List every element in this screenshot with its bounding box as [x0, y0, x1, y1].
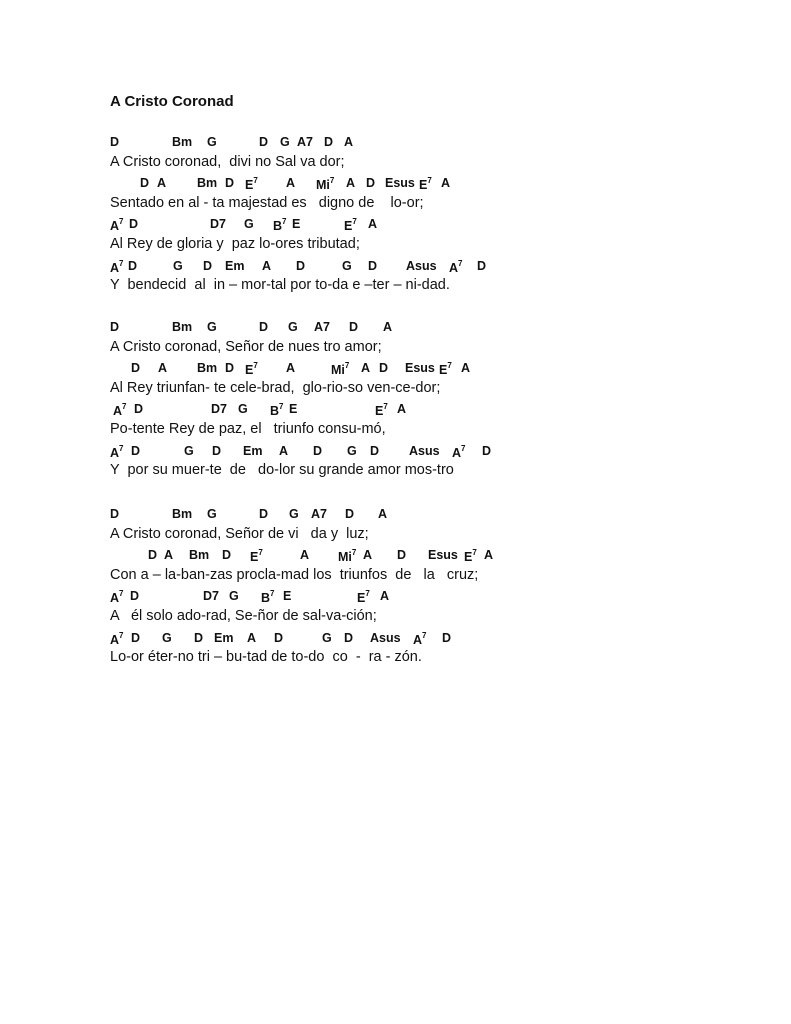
chord-symbol: [442, 631, 451, 645]
chord-symbol: [110, 217, 123, 233]
chord-symbol: [344, 631, 353, 645]
chord-root: D: [345, 507, 355, 521]
chord-symbol: [238, 402, 248, 416]
chord-symbol: [203, 259, 212, 273]
chord-line: [0, 589, 791, 607]
chord-symbol: [194, 631, 203, 645]
chord-symbol: [347, 444, 357, 458]
chord-symbol: [229, 589, 239, 603]
chord-root: Asus: [406, 258, 437, 273]
chord-extension: 7: [447, 361, 452, 371]
chord-root: A: [461, 361, 471, 376]
chord-symbol: [134, 402, 143, 416]
chord-symbol: [464, 548, 477, 564]
chord-root: D7: [210, 217, 226, 232]
chord-symbol: [250, 548, 263, 564]
chord-root: D: [324, 135, 334, 149]
chord-symbol: [324, 135, 333, 149]
chord-symbol: [397, 548, 406, 562]
chord-root: D: [296, 258, 306, 273]
chord-root: G: [162, 630, 172, 645]
chord-root: D: [366, 176, 376, 191]
chord-root: A: [279, 443, 289, 458]
chord-root: D: [477, 258, 487, 273]
chord-symbol: [419, 176, 432, 192]
chord-symbol: [288, 320, 298, 334]
chord-root: D: [313, 443, 323, 458]
chord-symbol: [311, 507, 327, 521]
chord-root: A: [158, 361, 168, 376]
chord-extension: 7: [351, 548, 357, 558]
chord-symbol: [128, 259, 137, 273]
chord-symbol: [207, 507, 217, 521]
chord-symbol: [363, 548, 372, 562]
chord-symbol: [110, 259, 123, 275]
chord-line: [0, 217, 791, 235]
chord-root: E: [289, 402, 298, 417]
chord-root: A: [346, 176, 356, 191]
chord-root: D: [129, 217, 139, 232]
chord-root: G: [244, 217, 254, 232]
chord-root: D: [370, 443, 380, 458]
chord-root: Em: [214, 630, 234, 645]
chord-root: D: [274, 630, 284, 645]
chord-root: Esus: [385, 176, 415, 191]
chord-symbol: [222, 548, 231, 562]
chord-root: A: [157, 176, 167, 191]
chord-symbol: [349, 320, 358, 334]
chord-symbol: [140, 176, 149, 190]
chord-root: D: [259, 135, 269, 149]
chord-symbol: [383, 320, 392, 334]
chord-symbol: [338, 548, 356, 564]
chord-symbol: [370, 631, 401, 645]
chord-root: G: [289, 507, 299, 521]
chord-symbol: [273, 217, 286, 233]
chord-line: [0, 631, 791, 649]
chord-symbol: [259, 320, 268, 334]
chord-root: B: [261, 591, 271, 606]
chord-symbol: [247, 631, 256, 645]
chord-symbol: [131, 444, 140, 458]
chord-root: D: [225, 176, 235, 191]
chord-root: B: [273, 219, 283, 234]
chord-symbol: [300, 548, 309, 562]
chord-root: Bm: [172, 135, 193, 149]
chord-line: [0, 361, 791, 379]
chord-symbol: [207, 135, 217, 149]
chord-symbol: [375, 402, 388, 418]
chord-root: A: [110, 219, 120, 234]
chord-root: D: [128, 258, 138, 273]
chord-extension: 7: [253, 361, 258, 371]
chord-symbol: [368, 259, 377, 273]
chord-extension: 7: [119, 258, 124, 268]
chord-symbol: [162, 631, 172, 645]
chord-symbol: [314, 320, 330, 334]
chord-root: D: [222, 548, 232, 563]
chord-root: D: [130, 589, 140, 604]
chord-root: D: [110, 320, 120, 334]
chord-symbol: [130, 589, 139, 603]
chord-symbol: [289, 507, 299, 521]
chord-extension: 7: [282, 217, 287, 227]
chord-line: [0, 507, 791, 525]
chord-extension: 7: [119, 443, 124, 453]
chord-line: [0, 320, 791, 338]
chord-root: A: [110, 260, 120, 275]
chord-symbol: [406, 259, 437, 273]
chord-symbol: [346, 176, 355, 190]
chord-symbol: [316, 176, 334, 192]
chord-root: E: [245, 178, 254, 193]
lyric-line: Al Rey de gloria y paz lo-ores tributad;: [110, 236, 360, 252]
chord-symbol: [449, 259, 462, 275]
chord-symbol: [131, 361, 140, 375]
chord-root: E: [245, 363, 254, 378]
lyric-line: Sentado en al - ta majestad es digno de lo-or;: [110, 194, 424, 211]
chord-root: A: [449, 260, 459, 275]
chord-root: G: [288, 320, 298, 334]
chord-root: D: [442, 630, 452, 645]
chord-root: G: [342, 258, 352, 273]
chord-root: G: [280, 135, 290, 149]
chord-extension: 7: [258, 548, 263, 558]
chord-symbol: [361, 361, 370, 375]
chord-line: [0, 259, 791, 277]
chord-symbol: [452, 444, 465, 460]
chord-root: A: [397, 402, 407, 417]
chord-root: A: [484, 548, 494, 563]
chord-root: A: [300, 548, 310, 563]
chord-root: D: [110, 135, 120, 149]
chord-extension: 7: [119, 630, 124, 640]
chord-symbol: [366, 176, 375, 190]
chord-root: G: [347, 443, 357, 458]
chord-symbol: [164, 548, 173, 562]
chord-symbol: [345, 507, 354, 521]
chord-symbol: [197, 361, 217, 375]
chord-symbol: [409, 444, 440, 458]
chord-symbol: [129, 217, 138, 231]
chord-root: G: [207, 507, 217, 521]
chord-symbol: [441, 176, 450, 190]
chord-symbol: [189, 548, 209, 562]
chord-root: D: [110, 507, 120, 521]
chord-root: E: [439, 363, 448, 378]
lyric-line: A Cristo coronad, Señor de vi da y luz;: [110, 525, 369, 542]
chord-root: A: [368, 217, 378, 232]
chord-root: D: [225, 361, 235, 376]
chord-symbol: [477, 259, 486, 273]
chord-root: E: [292, 217, 301, 232]
chord-symbol: [110, 507, 119, 521]
chord-symbol: [261, 589, 274, 605]
chord-root: Bm: [197, 361, 218, 376]
chord-symbol: [184, 444, 194, 458]
chord-root: Bm: [172, 320, 193, 334]
chord-extension: 7: [365, 589, 370, 599]
chord-symbol: [439, 361, 452, 377]
chord-root: D: [259, 507, 269, 521]
chord-root: A: [110, 632, 120, 647]
chord-root: A: [110, 445, 120, 460]
chord-root: Esus: [405, 361, 435, 376]
chord-root: A: [383, 320, 393, 334]
chord-root: D: [344, 630, 354, 645]
chord-root: A: [286, 176, 296, 191]
chord-extension: 7: [270, 589, 275, 599]
chord-root: D: [194, 630, 204, 645]
chord-root: A7: [297, 135, 313, 149]
chord-symbol: [482, 444, 491, 458]
chord-symbol: [280, 135, 290, 149]
chord-root: E: [375, 404, 384, 419]
chord-root: A: [441, 176, 451, 191]
chord-extension: 7: [119, 589, 124, 599]
chord-extension: 7: [253, 176, 258, 186]
chord-root: G: [207, 320, 217, 334]
chord-symbol: [428, 548, 458, 562]
chord-symbol: [313, 444, 322, 458]
chord-extension: 7: [422, 630, 427, 640]
chord-symbol: [210, 217, 226, 231]
chord-root: A: [286, 361, 296, 376]
chord-symbol: [289, 402, 297, 416]
chord-extension: 7: [279, 402, 284, 412]
chord-symbol: [207, 320, 217, 334]
chord-root: G: [207, 135, 217, 149]
chord-symbol: [413, 631, 426, 647]
chord-symbol: [245, 361, 258, 377]
chord-root: G: [229, 589, 239, 604]
chord-symbol: [203, 589, 219, 603]
chord-root: D: [482, 443, 492, 458]
chord-symbol: [214, 631, 233, 645]
chord-symbol: [380, 589, 389, 603]
chord-symbol: [370, 444, 379, 458]
chord-root: A: [361, 361, 371, 376]
chord-symbol: [158, 361, 167, 375]
chord-extension: 7: [472, 548, 477, 558]
chord-symbol: [270, 402, 283, 418]
lyric-line: Al Rey triunfan- te cele-brad, glo-rio-so ven-ce-dor;: [110, 379, 441, 396]
chord-root: Em: [225, 258, 245, 273]
chord-root: A: [380, 589, 390, 604]
chord-symbol: [110, 631, 123, 647]
chord-symbol: [461, 361, 470, 375]
chord-symbol: [484, 548, 493, 562]
chord-extension: 7: [383, 402, 388, 412]
chord-root: D: [140, 176, 150, 191]
chord-symbol: [296, 259, 305, 273]
lyric-line: A Cristo coronad, Señor de nues tro amor;: [110, 338, 382, 355]
chord-symbol: [286, 361, 295, 375]
chord-root: D: [349, 320, 359, 334]
chord-symbol: [262, 259, 271, 273]
chord-symbol: [197, 176, 217, 190]
chord-symbol: [172, 135, 192, 149]
chord-symbol: [368, 217, 377, 231]
chord-symbol: [274, 631, 283, 645]
chord-root: G: [173, 258, 183, 273]
lyric-line: Lo-or éter-no tri – bu-tad de to-do co - ra - zón.: [110, 649, 422, 666]
chord-symbol: [113, 402, 126, 418]
chord-extension: 7: [122, 402, 127, 412]
chord-root: Mi: [316, 178, 330, 193]
chord-root: E: [464, 550, 473, 565]
chord-extension: 7: [344, 361, 350, 371]
chord-symbol: [344, 217, 357, 233]
chord-symbol: [173, 259, 183, 273]
lyric-line: Y bendecid al in – mor-tal por to-da e –ter – ni-dad.: [110, 277, 450, 294]
chord-root: A7: [311, 507, 327, 521]
chord-root: D7: [211, 402, 227, 417]
chord-root: E: [419, 178, 428, 193]
chord-root: B: [270, 404, 280, 419]
lyric-line: A él solo ado-rad, Se-ñor de sal-va-ción;: [110, 608, 377, 624]
chord-symbol: [225, 176, 234, 190]
chord-root: Esus: [428, 548, 458, 563]
chord-line: [0, 135, 791, 153]
chord-root: Asus: [370, 630, 401, 645]
chord-symbol: [172, 320, 192, 334]
chord-symbol: [283, 589, 291, 603]
chord-root: Asus: [409, 443, 440, 458]
chord-root: D: [397, 548, 407, 563]
chord-root: Bm: [189, 548, 210, 563]
chord-root: D7: [203, 589, 219, 604]
chord-root: D: [131, 630, 141, 645]
chord-root: D: [379, 361, 389, 376]
chord-line: [0, 176, 791, 194]
chord-extension: 7: [352, 217, 357, 227]
chord-root: Em: [243, 443, 263, 458]
chord-root: A: [247, 630, 257, 645]
chord-root: D: [203, 258, 213, 273]
chord-symbol: [225, 361, 234, 375]
chord-symbol: [344, 135, 353, 149]
chord-extension: 7: [461, 443, 466, 453]
chord-root: G: [238, 402, 248, 417]
chord-symbol: [259, 135, 268, 149]
chord-root: D: [212, 443, 222, 458]
chord-symbol: [322, 631, 332, 645]
chord-symbol: [110, 320, 119, 334]
chord-symbol: [259, 507, 268, 521]
chord-symbol: [397, 402, 406, 416]
chord-root: A: [262, 258, 272, 273]
chord-root: A: [113, 404, 123, 419]
chord-root: A7: [314, 320, 330, 334]
chord-symbol: [244, 217, 254, 231]
chord-symbol: [297, 135, 313, 149]
chord-root: D: [131, 443, 141, 458]
chord-root: A: [413, 632, 423, 647]
chord-root: A: [363, 548, 373, 563]
chord-symbol: [211, 402, 227, 416]
chord-symbol: [148, 548, 157, 562]
chord-symbol: [172, 507, 192, 521]
chord-symbol: [342, 259, 352, 273]
chord-symbol: [405, 361, 435, 375]
chord-symbol: [378, 507, 387, 521]
song-title: A Cristo Coronad: [110, 93, 234, 110]
chord-root: D: [134, 402, 144, 417]
chord-root: A: [344, 135, 354, 149]
chord-extension: 7: [458, 258, 463, 268]
chord-root: Bm: [197, 176, 218, 191]
chord-symbol: [212, 444, 221, 458]
chord-root: D: [131, 361, 141, 376]
chord-root: A: [110, 591, 120, 606]
chord-symbol: [292, 217, 300, 231]
chord-symbol: [279, 444, 288, 458]
chord-symbol: [157, 176, 166, 190]
chord-root: Bm: [172, 507, 193, 521]
chord-line: [0, 548, 791, 566]
chord-extension: 7: [329, 176, 335, 186]
chord-root: G: [184, 443, 194, 458]
lyric-line: A Cristo coronad, divi no Sal va dor;: [110, 153, 345, 170]
chord-root: E: [344, 219, 353, 234]
chord-root: D: [148, 548, 158, 563]
chord-symbol: [110, 444, 123, 460]
chord-root: E: [357, 591, 366, 606]
chord-root: A: [378, 507, 388, 521]
chord-root: A: [164, 548, 174, 563]
chord-line: [0, 444, 791, 462]
lyric-line: Y por su muer-te de do-lor su grande amor mos-tro: [110, 462, 454, 479]
chord-symbol: [331, 361, 349, 377]
lyric-line: Con a – la-ban-zas procla-mad los triunfos de la cruz;: [110, 566, 479, 583]
chord-symbol: [357, 589, 370, 605]
chord-symbol: [385, 176, 415, 190]
chord-extension: 7: [119, 217, 124, 227]
chord-root: Mi: [331, 363, 345, 378]
chord-root: E: [250, 550, 259, 565]
chord-root: D: [259, 320, 269, 334]
chord-symbol: [225, 259, 244, 273]
chord-symbol: [379, 361, 388, 375]
chord-symbol: [110, 135, 119, 149]
lyric-line: Po-tente Rey de paz, el triunfo consu-mó,: [110, 421, 386, 437]
chord-root: D: [368, 258, 378, 273]
chord-root: E: [283, 589, 292, 604]
chord-root: G: [322, 630, 332, 645]
chord-symbol: [131, 631, 140, 645]
chord-root: A: [452, 445, 462, 460]
chord-extension: 7: [427, 176, 432, 186]
chord-line: [0, 402, 791, 420]
chord-symbol: [243, 444, 262, 458]
chord-symbol: [110, 589, 123, 605]
chord-symbol: [286, 176, 295, 190]
chord-symbol: [245, 176, 258, 192]
chord-root: Mi: [338, 550, 352, 565]
